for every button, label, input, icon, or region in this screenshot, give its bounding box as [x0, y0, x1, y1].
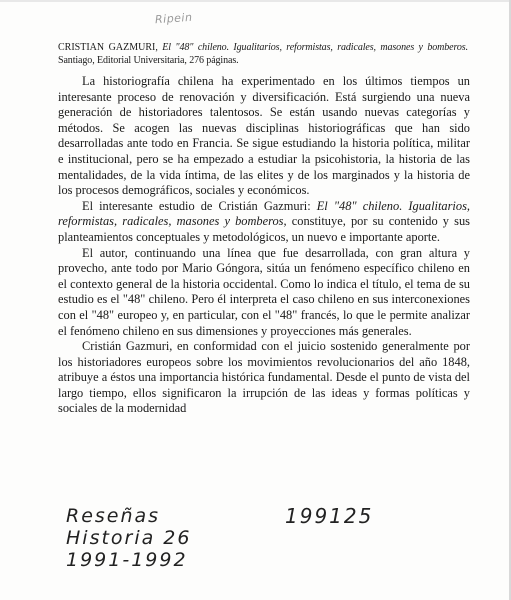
citation-title: El "48" chileno. Igualitarios, reformistas, radicales, masones y bomberos. — [162, 42, 469, 53]
paragraph-2 — [58, 199, 470, 246]
handwritten-line-2: Historia 26 — [66, 527, 192, 549]
citation-publication: Santiago, Editorial Universitaria, 276 páginas. — [58, 55, 239, 66]
paragraph-3: El autor, continuando una línea que fue desarrollada, con gran altura y provecho, ante todo por Mario Góngora, sitúa un fenómeno específico chileno en el contexto general de la historia occidental. Como lo indica el título, el tema de su estudio es el "48" chileno. Pero él interpreta el caso chileno en sus interconexiones con el "48" europeo y, en particular, con el "48" francés, lo que le permite analizar el fenómeno chileno en sus dimensiones y proyecciones más generales. — [58, 245, 470, 338]
handwritten-top-note: Ripein — [154, 10, 193, 27]
bibliographic-citation — [58, 41, 468, 67]
handwritten-line-3: 1991-1992 — [66, 549, 188, 571]
handwritten-catalog-note — [66, 505, 192, 571]
handwritten-line-1: Reseñas — [66, 505, 161, 527]
paragraph-2-intro: El interesante estudio de Cristián Gazmuri: — [82, 198, 317, 213]
paragraph-2-rest: constituye, por su contenido y sus planteamientos conceptuales y metodológicos, un nuevo e importante aporte. — [58, 214, 470, 244]
citation-author: CRISTIAN GAZMURI, — [58, 42, 158, 53]
scan-edge-top — [0, 0, 511, 2]
paragraph-1: La historiografía chilena ha experimentado en los últimos tiempos un interesante proceso de renovación y diversificación. Está surgiendo una nueva generación de historiadores talentosos. Se están usando nuevas categorías y métodos. Se acogen las nuevas disciplinas historiográficas que han sido desarrolladas ante todo en Francia. Se sigue estudiando la historia política, militar e institucional, pero se ha empezado a estudiar la psicohistoria, la historia de las mentalidades, de la vida íntima, de las elites y de los marginados y la historia de los procesos demográficos, sociales y económicos. — [58, 74, 470, 198]
paragraph-2-book-title: El "48" chileno. Igualitarios, reformistas, radicales, masones y bomberos, — [58, 198, 470, 229]
paragraph-4: Cristián Gazmuri, en conformidad con el juicio sostenido generalmente por los historiadores europeos sobre los movimientos revolucionarios del año 1848, atribuye a éstos una importancia histórica fundamental. Desde el punto de vista del largo tiempo, ellos significaron la irrupción de las ideas y formas políticas y sociales de la modernidad — [58, 339, 470, 416]
review-body — [58, 74, 470, 417]
handwritten-code: 199125 — [285, 504, 374, 528]
